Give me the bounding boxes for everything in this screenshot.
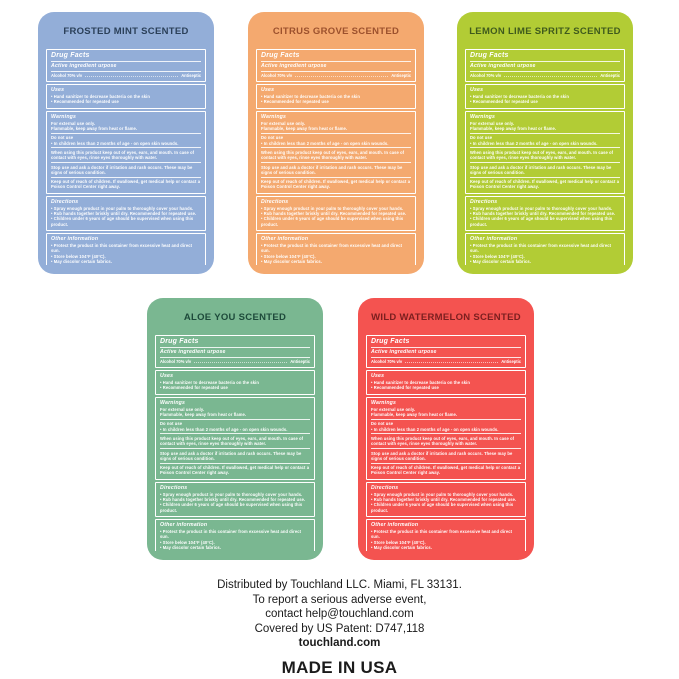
drug-facts-title: Drug Facts (51, 52, 90, 59)
warnings-external-use: For external use only. (51, 120, 96, 126)
product-label-card (457, 12, 633, 274)
other-info-item: • Protect the product in this container from excessive heat and direct sun. (160, 529, 302, 540)
divider (51, 61, 201, 62)
drug-facts-title: Drug Facts (261, 52, 300, 59)
uses-item: • Recommended for repeated use (470, 99, 538, 105)
directions-item: • Spray enough product in your palm to thoroughly cover your hands. (371, 491, 514, 497)
divider (160, 463, 310, 464)
other-information-section (46, 233, 206, 265)
dotted-leader (504, 76, 597, 77)
when-using-text: When using this product keep out of eyes, ears, and mouth. In case of contact with eyes, rinse eyes thoroughly with water. (470, 149, 614, 161)
divider (160, 419, 310, 420)
directions-item: • Rub hands together briskly until dry. Recommended for repeated use. (261, 211, 407, 217)
patent-line: Covered by US Patent: D747,118 (254, 622, 425, 635)
divider (261, 61, 411, 62)
divider (371, 433, 521, 434)
divider (470, 133, 620, 134)
uses-item: • Recommended for repeated use (51, 99, 119, 105)
uses-heading: Uses (160, 373, 174, 379)
divider (51, 177, 201, 178)
warnings-section (366, 397, 526, 480)
uses-heading: Uses (51, 87, 65, 93)
warnings-section (46, 111, 206, 194)
other-information-heading: Other information (470, 236, 518, 242)
active-ingredient-heading: Active ingredient urpose (371, 349, 437, 355)
warnings-flammable: Flammable, keep away from heat or flame. (160, 411, 247, 417)
do-not-use-item: • In children less than 2 months of age - on open skin wounds. (51, 140, 179, 146)
stop-use-text: Stop use and ask a doctor if irritation and rash occurs. These may be signs of serious condition. (261, 164, 403, 175)
active-ingredient-row (160, 359, 310, 364)
drug-facts-header-section (46, 49, 206, 82)
divider (470, 162, 620, 163)
other-info-item: • May discolor certain fabrics. (371, 544, 432, 550)
scent-title: ALOE YOU SCENTED (183, 312, 287, 323)
uses-section (366, 370, 526, 395)
active-ingredient-name: Alcohol 70% v/v (261, 73, 293, 78)
stop-use-text: Stop use and ask a doctor if irritation and rash occurs. These may be signs of serious condition. (51, 164, 193, 175)
stop-use-text: Stop use and ask a doctor if irritation and rash occurs. These may be signs of serious condition. (470, 164, 612, 175)
directions-item: • Children under 6 years of age should be supervised when using this product. (470, 216, 613, 227)
other-information-heading: Other information (371, 522, 419, 528)
warnings-heading: Warnings (160, 399, 186, 406)
uses-section (46, 84, 206, 109)
divider (261, 162, 411, 163)
divider (470, 71, 620, 72)
other-info-item: • Protect the product in this container from excessive heat and direct sun. (261, 243, 403, 254)
directions-section (366, 482, 526, 517)
uses-item: • Hand sanitizer to decrease bacteria on the skin (51, 94, 150, 99)
divider (371, 347, 521, 348)
warnings-heading: Warnings (371, 399, 397, 406)
drug-facts-title: Drug Facts (160, 338, 199, 345)
warnings-heading: Warnings (470, 113, 496, 120)
active-ingredient-name: Alcohol 70% v/v (160, 359, 192, 364)
do-not-use-heading: Do not use (51, 135, 74, 141)
active-ingredient-row (470, 73, 620, 78)
do-not-use-heading: Do not use (160, 421, 183, 427)
divider (51, 133, 201, 134)
do-not-use-item: • In children less than 2 months of age - on open skin wounds. (261, 140, 389, 146)
divider (371, 419, 521, 420)
divider (261, 147, 411, 148)
active-ingredient-row (51, 73, 201, 78)
active-ingredient-heading: Active ingredient urpose (261, 63, 327, 69)
other-information-heading: Other information (51, 236, 99, 242)
other-info-item: • May discolor certain fabrics. (470, 258, 531, 264)
uses-item: • Recommended for repeated use (160, 385, 228, 391)
warnings-external-use: For external use only. (261, 120, 306, 126)
divider (160, 433, 310, 434)
warnings-external-use: For external use only. (371, 406, 416, 412)
divider (371, 448, 521, 449)
uses-heading: Uses (261, 87, 275, 93)
keep-out-of-reach-text: Keep out of reach of children. If swallowed, get medical help or contact a Poison Control Center right away. (261, 179, 411, 190)
active-ingredient-name: Alcohol 70% v/v (371, 359, 403, 364)
drug-facts-header-section (155, 335, 315, 368)
directions-heading: Directions (371, 484, 399, 491)
scent-title: LEMON LIME SPRITZ SCENTED (469, 26, 621, 37)
other-info-item: • May discolor certain fabrics. (51, 258, 112, 264)
directions-heading: Directions (470, 198, 498, 205)
directions-item: • Spray enough product in your palm to thoroughly cover your hands. (160, 491, 303, 497)
divider (160, 448, 310, 449)
other-info-item: • Protect the product in this container from excessive heat and direct sun. (470, 243, 612, 254)
keep-out-of-reach-text: Keep out of reach of children. If swallowed, get medical help or contact a Poison Control Center right away. (371, 465, 521, 476)
stop-use-text: Stop use and ask a doctor if irritation and rash occurs. These may be signs of serious condition. (160, 450, 302, 461)
dotted-leader (405, 362, 498, 363)
when-using-text: When using this product keep out of eyes, ears, and mouth. In case of contact with eyes, rinse eyes thoroughly with water. (51, 149, 195, 161)
directions-item: • Spray enough product in your palm to thoroughly cover your hands. (51, 205, 194, 211)
divider (470, 177, 620, 178)
warnings-external-use: For external use only. (160, 406, 205, 412)
warnings-flammable: Flammable, keep away from heat or flame. (371, 411, 458, 417)
footer-text-block (0, 578, 679, 678)
directions-heading: Directions (160, 484, 188, 491)
drug-facts-header-section (465, 49, 625, 82)
divider (261, 133, 411, 134)
active-ingredient-name: Alcohol 70% v/v (51, 73, 83, 78)
active-ingredient-heading: Active ingredient urpose (160, 349, 226, 355)
other-information-heading: Other information (261, 236, 309, 242)
active-ingredient-purpose: Antiseptic (290, 359, 310, 364)
warnings-flammable: Flammable, keep away from heat or flame. (51, 125, 138, 131)
warnings-flammable: Flammable, keep away from heat or flame. (470, 125, 557, 131)
adverse-event-line: To report a serious adverse event, (252, 593, 427, 606)
other-information-section (366, 519, 526, 551)
scent-title: CITRUS GROVE SCENTED (272, 26, 400, 37)
drug-facts-panel (465, 49, 625, 265)
directions-item: • Spray enough product in your palm to thoroughly cover your hands. (261, 205, 404, 211)
directions-section (155, 482, 315, 517)
divider (261, 177, 411, 178)
warnings-section (256, 111, 416, 194)
directions-item: • Rub hands together briskly until dry. Recommended for repeated use. (160, 497, 306, 503)
other-info-item: • May discolor certain fabrics. (160, 544, 221, 550)
warnings-external-use: For external use only. (470, 120, 515, 126)
active-ingredient-row (261, 73, 411, 78)
when-using-text: When using this product keep out of eyes, ears, and mouth. In case of contact with eyes, rinse eyes thoroughly with water. (261, 149, 405, 161)
uses-heading: Uses (371, 373, 385, 379)
divider (470, 147, 620, 148)
directions-heading: Directions (261, 198, 289, 205)
divider (160, 357, 310, 358)
other-info-item: • Store below 104°F (40°C). (261, 253, 316, 259)
other-info-item: • May discolor certain fabrics. (261, 258, 322, 264)
directions-item: • Rub hands together briskly until dry. Recommended for repeated use. (51, 211, 197, 217)
dotted-leader (295, 76, 388, 77)
drug-facts-panel (155, 335, 315, 551)
other-info-item: • Store below 104°F (40°C). (160, 539, 215, 545)
dotted-leader (85, 76, 178, 77)
divider (160, 347, 310, 348)
website-line: touchland.com (298, 637, 381, 649)
warnings-flammable: Flammable, keep away from heat or flame. (261, 125, 348, 131)
active-ingredient-purpose: Antiseptic (600, 73, 620, 78)
warnings-heading: Warnings (51, 113, 77, 120)
active-ingredient-purpose: Antiseptic (501, 359, 521, 364)
drug-facts-panel (46, 49, 206, 265)
other-info-item: • Store below 104°F (40°C). (51, 253, 106, 259)
other-info-item: • Protect the product in this container from excessive heat and direct sun. (51, 243, 193, 254)
warnings-heading: Warnings (261, 113, 287, 120)
uses-section (465, 84, 625, 109)
uses-item: • Hand sanitizer to decrease bacteria on the skin (160, 380, 259, 385)
directions-heading: Directions (51, 198, 79, 205)
drug-facts-title: Drug Facts (470, 52, 509, 59)
scent-title: WILD WATERMELON SCENTED (371, 312, 521, 323)
active-ingredient-heading: Active ingredient urpose (51, 63, 117, 69)
distributor-line: Distributed by Touchland LLC. Miami, FL 33131. (217, 579, 462, 591)
drug-facts-header-section (366, 335, 526, 368)
keep-out-of-reach-text: Keep out of reach of children. If swallowed, get medical help or contact a Poison Control Center right away. (160, 465, 310, 476)
active-ingredient-name: Alcohol 70% v/v (470, 73, 502, 78)
uses-section (256, 84, 416, 109)
divider (470, 61, 620, 62)
made-in-usa-text: MADE IN USA (281, 658, 398, 677)
drug-facts-header-section (256, 49, 416, 82)
product-label-card (358, 298, 534, 560)
active-ingredient-purpose: Antiseptic (181, 73, 201, 78)
directions-section (465, 196, 625, 231)
other-information-heading: Other information (160, 522, 208, 528)
stop-use-text: Stop use and ask a doctor if irritation and rash occurs. These may be signs of serious condition. (371, 450, 513, 461)
drug-facts-title: Drug Facts (371, 338, 410, 345)
scent-title: FROSTED MINT SCENTED (63, 26, 189, 37)
do-not-use-heading: Do not use (470, 135, 493, 141)
warnings-section (155, 397, 315, 480)
do-not-use-item: • In children less than 2 months of age - on open skin wounds. (371, 426, 499, 432)
other-information-section (256, 233, 416, 265)
do-not-use-heading: Do not use (261, 135, 284, 141)
uses-item: • Recommended for repeated use (261, 99, 329, 105)
divider (371, 463, 521, 464)
other-info-item: • Store below 104°F (40°C). (371, 539, 426, 545)
active-ingredient-heading: Active ingredient urpose (470, 63, 536, 69)
directions-section (46, 196, 206, 231)
divider (51, 147, 201, 148)
warnings-section (465, 111, 625, 194)
divider (261, 71, 411, 72)
directions-item: • Spray enough product in your palm to thoroughly cover your hands. (470, 205, 613, 211)
product-label-card (248, 12, 424, 274)
drug-facts-panel (256, 49, 416, 265)
divider (51, 162, 201, 163)
directions-item: • Children under 6 years of age should be supervised when using this product. (371, 502, 514, 513)
do-not-use-item: • In children less than 2 months of age - on open skin wounds. (470, 140, 598, 146)
when-using-text: When using this product keep out of eyes, ears, and mouth. In case of contact with eyes, rinse eyes thoroughly with water. (160, 435, 304, 447)
uses-item: • Hand sanitizer to decrease bacteria on the skin (470, 94, 569, 99)
uses-item: • Recommended for repeated use (371, 385, 439, 391)
other-info-item: • Store below 104°F (40°C). (470, 253, 525, 259)
product-label-card (38, 12, 214, 274)
contact-email-line: contact help@touchland.com (265, 608, 414, 620)
divider (371, 357, 521, 358)
other-information-section (465, 233, 625, 265)
do-not-use-heading: Do not use (371, 421, 394, 427)
directions-item: • Children under 6 years of age should be supervised when using this product. (261, 216, 404, 227)
uses-heading: Uses (470, 87, 484, 93)
directions-item: • Children under 6 years of age should be supervised when using this product. (51, 216, 194, 227)
dotted-leader (194, 362, 287, 363)
uses-section (155, 370, 315, 395)
other-info-item: • Protect the product in this container from excessive heat and direct sun. (371, 529, 513, 540)
other-information-section (155, 519, 315, 551)
keep-out-of-reach-text: Keep out of reach of children. If swallowed, get medical help or contact a Poison Control Center right away. (470, 179, 620, 190)
do-not-use-item: • In children less than 2 months of age - on open skin wounds. (160, 426, 288, 432)
uses-item: • Hand sanitizer to decrease bacteria on the skin (371, 380, 470, 385)
uses-item: • Hand sanitizer to decrease bacteria on the skin (261, 94, 360, 99)
active-ingredient-purpose: Antiseptic (391, 73, 411, 78)
product-label-card (147, 298, 323, 560)
keep-out-of-reach-text: Keep out of reach of children. If swallowed, get medical help or contact a Poison Control Center right away. (51, 179, 201, 190)
directions-section (256, 196, 416, 231)
divider (51, 71, 201, 72)
active-ingredient-row (371, 359, 521, 364)
directions-item: • Children under 6 years of age should be supervised when using this product. (160, 502, 303, 513)
drug-facts-panel (366, 335, 526, 551)
directions-item: • Rub hands together briskly until dry. Recommended for repeated use. (470, 211, 616, 217)
directions-item: • Rub hands together briskly until dry. Recommended for repeated use. (371, 497, 517, 503)
when-using-text: When using this product keep out of eyes, ears, and mouth. In case of contact with eyes, rinse eyes thoroughly with water. (371, 435, 515, 447)
